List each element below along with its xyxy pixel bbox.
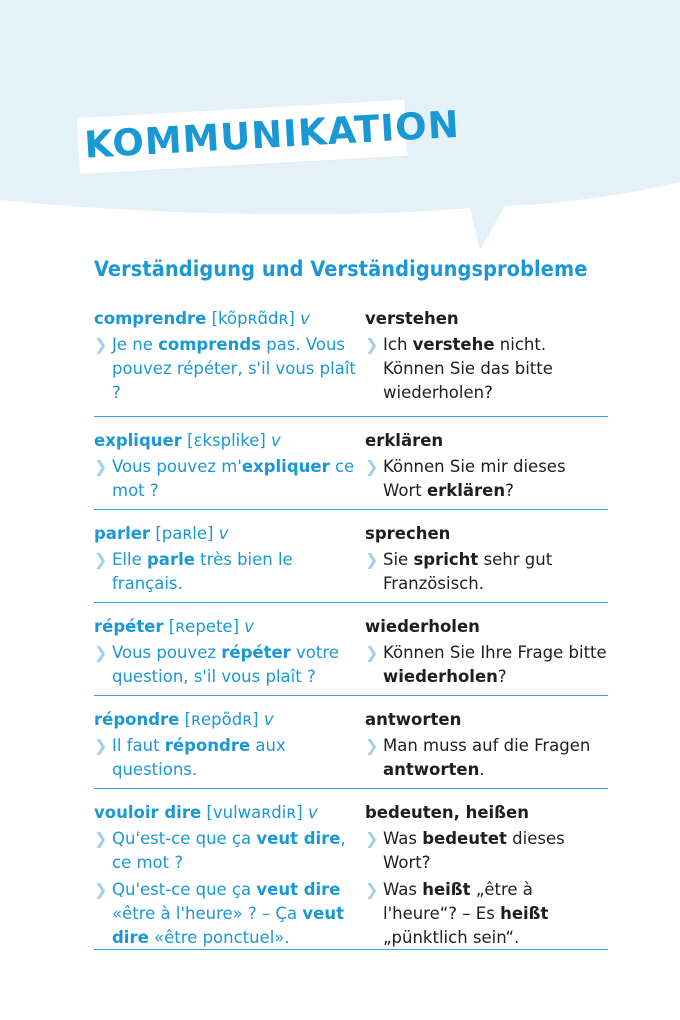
vocab-entry bbox=[94, 789, 608, 950]
german-translation: wiederholen bbox=[365, 617, 480, 636]
pronunciation: [ʀepete] bbox=[163, 617, 245, 636]
example-text: Qu'est-ce que ça veut dire, ce mot ? bbox=[112, 829, 346, 872]
headword: répéter bbox=[94, 617, 164, 636]
german-example bbox=[365, 878, 608, 950]
part-of-speech: v bbox=[263, 710, 274, 729]
highlight-word: heißt bbox=[500, 904, 549, 923]
example-text: Il faut répondre aux questions. bbox=[112, 736, 286, 779]
example-text: Ich verstehe nicht. Können Sie das bitte wiederholen? bbox=[383, 335, 553, 402]
pronunciation: [paʀle] bbox=[150, 524, 219, 543]
german-translation: verstehen bbox=[365, 309, 459, 328]
highlight-word: répéter bbox=[221, 643, 291, 662]
vocab-entry bbox=[94, 510, 608, 603]
example-text: Was heißt „être à l'heure“? – Es heißt „pünktlich sein“. bbox=[383, 880, 549, 947]
french-column bbox=[94, 801, 362, 950]
example-text: Je ne comprends pas. Vous pouvez répéter, s'il vous plaît ? bbox=[112, 335, 356, 402]
german-column bbox=[365, 429, 608, 503]
chevron-bullet-icon: ❯ bbox=[94, 880, 108, 899]
example-text: Können Sie mir dieses Wort erklären? bbox=[383, 457, 566, 500]
example-text: Qu'est-ce que ça veut dire «être à l'heure» ? – Ça veut dire «être ponctuel». bbox=[112, 880, 344, 947]
part-of-speech: v bbox=[300, 309, 310, 328]
banner-title: KOMMUNIKATION bbox=[83, 102, 461, 167]
german-example bbox=[365, 827, 608, 875]
highlight-word: parle bbox=[147, 550, 195, 569]
french-example bbox=[94, 548, 362, 596]
headword: comprendre bbox=[94, 309, 207, 328]
french-headword-line bbox=[94, 708, 362, 734]
highlight-word: heißt bbox=[422, 880, 471, 899]
pronunciation: [vulwaʀdiʀ] bbox=[201, 803, 308, 822]
french-headword-line bbox=[94, 801, 362, 827]
german-translation: antworten bbox=[365, 710, 462, 729]
chevron-bullet-icon: ❯ bbox=[365, 829, 379, 848]
french-column bbox=[94, 429, 362, 503]
german-example bbox=[365, 734, 608, 782]
headword: expliquer bbox=[94, 431, 182, 450]
french-example bbox=[94, 641, 362, 689]
headword: vouloir dire bbox=[94, 803, 202, 822]
german-column bbox=[365, 708, 608, 782]
french-headword-line bbox=[94, 615, 362, 641]
highlight-word: répondre bbox=[164, 736, 251, 755]
highlight-word: wiederholen bbox=[383, 667, 498, 686]
chevron-bullet-icon: ❯ bbox=[94, 643, 108, 662]
example-text: Was bedeutet dieses Wort? bbox=[383, 829, 565, 872]
example-text: Sie spricht sehr gut Französisch. bbox=[383, 550, 553, 593]
chevron-bullet-icon: ❯ bbox=[365, 643, 379, 662]
german-example bbox=[365, 455, 608, 503]
highlight-word: veut dire bbox=[256, 829, 341, 848]
german-translation: erklären bbox=[365, 431, 444, 450]
french-column bbox=[94, 615, 362, 689]
highlight-word: veut dire bbox=[112, 904, 344, 947]
chevron-bullet-icon: ❯ bbox=[365, 880, 379, 899]
french-column bbox=[94, 307, 362, 405]
german-column bbox=[365, 615, 608, 689]
french-example bbox=[94, 734, 362, 782]
french-example bbox=[94, 333, 362, 405]
french-example bbox=[94, 455, 362, 503]
german-column bbox=[365, 522, 608, 596]
section-title: Verständigung und Verständigungsprobleme bbox=[94, 257, 588, 282]
example-text: Man muss auf die Fragen antworten. bbox=[383, 736, 591, 779]
part-of-speech: v bbox=[244, 617, 255, 636]
example-text: Vous pouvez répéter votre question, s'il vous plaît ? bbox=[112, 643, 339, 686]
highlight-word: comprends bbox=[158, 335, 261, 354]
german-example bbox=[365, 548, 608, 596]
chevron-bullet-icon: ❯ bbox=[94, 736, 108, 755]
pronunciation: [ʀepõdʀ] bbox=[179, 710, 264, 729]
french-example bbox=[94, 827, 362, 875]
german-example bbox=[365, 333, 608, 405]
vocab-entry bbox=[94, 603, 608, 696]
chevron-bullet-icon: ❯ bbox=[365, 335, 379, 354]
pronunciation: [kõpʀɑ̃dʀ] bbox=[206, 309, 301, 328]
german-column bbox=[365, 801, 608, 950]
french-headword-line bbox=[94, 522, 362, 548]
part-of-speech: v bbox=[271, 431, 281, 450]
french-column bbox=[94, 708, 362, 782]
french-headword-line bbox=[94, 429, 362, 455]
example-text: Elle parle très bien le français. bbox=[112, 550, 293, 593]
chevron-bullet-icon: ❯ bbox=[94, 829, 108, 848]
french-example bbox=[94, 878, 362, 950]
vocab-entry bbox=[94, 417, 608, 510]
german-column bbox=[365, 307, 608, 405]
french-headword-line bbox=[94, 307, 362, 333]
part-of-speech: v bbox=[307, 803, 318, 822]
chevron-bullet-icon: ❯ bbox=[365, 550, 379, 569]
french-column bbox=[94, 522, 362, 596]
chevron-bullet-icon: ❯ bbox=[94, 335, 108, 354]
vocab-entry bbox=[94, 696, 608, 789]
highlight-word: verstehe bbox=[412, 335, 495, 354]
highlight-word: bedeutet bbox=[422, 829, 507, 848]
highlight-word: erklären bbox=[426, 481, 506, 500]
highlight-word: spricht bbox=[413, 550, 479, 569]
example-text: Können Sie Ihre Frage bitte wiederholen? bbox=[383, 643, 607, 686]
chevron-bullet-icon: ❯ bbox=[365, 736, 379, 755]
german-translation: sprechen bbox=[365, 524, 451, 543]
highlight-word: veut dire bbox=[256, 880, 341, 899]
chevron-bullet-icon: ❯ bbox=[94, 550, 108, 569]
headword: répondre bbox=[94, 710, 180, 729]
chevron-bullet-icon: ❯ bbox=[94, 457, 108, 476]
chevron-bullet-icon: ❯ bbox=[365, 457, 379, 476]
german-translation: bedeuten, heißen bbox=[365, 803, 529, 822]
german-example bbox=[365, 641, 608, 689]
vocabulary-list bbox=[94, 305, 608, 950]
example-text: Vous pouvez m'expliquer ce mot ? bbox=[112, 457, 355, 500]
headword: parler bbox=[94, 524, 151, 543]
highlight-word: antworten bbox=[383, 760, 480, 779]
highlight-word: expliquer bbox=[241, 457, 330, 476]
vocab-entry bbox=[94, 305, 608, 417]
part-of-speech: v bbox=[218, 524, 229, 543]
pronunciation: [ɛksplike] bbox=[181, 431, 272, 450]
